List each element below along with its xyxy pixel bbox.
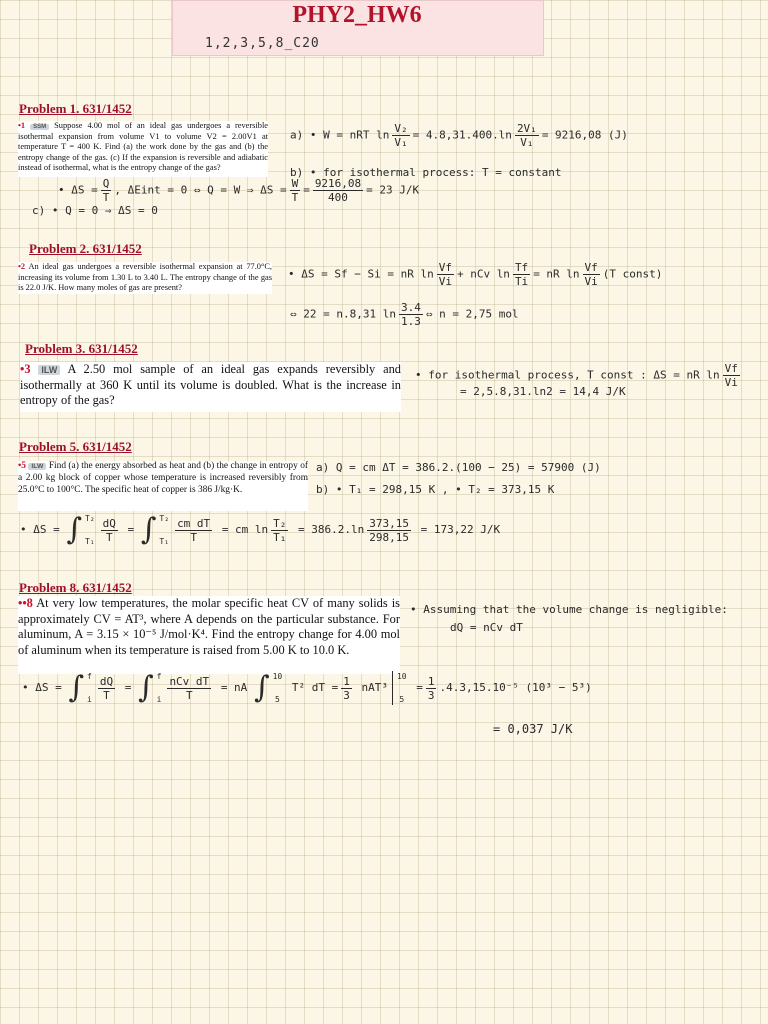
problem-5-text: Find (a) the energy absorbed as heat and (b) the change in entropy of a 2.00 kg block of copper whose temperature is increased reversibly from 25.0°C to 100°C. The specific heat of copper is 386 J/kg·K.	[18, 461, 309, 495]
p5-sol-a: a) Q = cm ΔT = 386.2.(100 − 25) = 57900 (J)	[316, 461, 601, 474]
p1-sol-c: c) • Q = 0 ⇒ ΔS = 0	[32, 204, 158, 217]
p8-sol-note1: • Assuming that the volume change is negligible:	[410, 603, 728, 616]
problem-2-number: •2	[18, 262, 26, 271]
problem-8-text: At very low temperatures, the molar specific heat CV of many solids is approximately CV = AT³, where A depends on the particular substance. For aluminum, A = 3.15 × 10⁻⁵ J/mol·K⁴. Find the entropy change for 4.00 mol of aluminum when its temperature is raised from 5.00 K to 10.0 K.	[18, 596, 400, 657]
problem-3-tag: ILW	[38, 365, 60, 375]
problem-3-heading: Problem 3. 631/1452	[25, 341, 138, 356]
p1-sol-a: a) • W = nRT ln $\frac{\text{V₂}}{\text{V₁}}$ = 4.8,31.400.ln $\frac{\text{2V₁}}{\text{V₁}}$ = 9216,08 (J)	[290, 122, 628, 149]
problem-1-tag: SSM	[30, 124, 49, 130]
p3-sol-line1: • for isothermal process, T const : ΔS = nR ln $\frac{Vf}{Vi}$	[415, 362, 738, 389]
p1-sol-b2: • ΔS = $\frac{Q}{T}$ , ΔEint = 0 ⇔ Q = W ⇒ ΔS = $\frac{W}{T}$ = $\frac{9216,08}{400}$ = 23 J/K	[58, 177, 420, 204]
problem-5-tag: ILW	[28, 463, 46, 470]
p8-sol-result: = 0,037 J/K	[493, 722, 573, 736]
problem-1-text: Suppose 4.00 mol of an ideal gas undergoes a reversible isothermal expansion from volume V1 to volume V2 = 2.00V1 at temperature T = 400 K. Find (a) the work done by the gas and (b) the entropy change of the gas. (c) If the expansion is reversible and adiabatic instead of isothermal, what is the entropy change of the gas?	[18, 121, 269, 173]
problem-8-heading: Problem 8. 631/1452	[19, 580, 132, 595]
problem-2-heading: Problem 2. 631/1452	[29, 241, 142, 256]
problem-8-number: ••8	[18, 596, 33, 610]
p2-sol-line1: • ΔS = Sf − Si = nR ln $\frac{Vf}{Vi}$ + nCv ln $\frac{Tf}{Ti}$ = nR ln $\frac{Vf}{Vi}$ (T const)	[288, 261, 663, 288]
problem-1-text-box	[18, 121, 268, 177]
problem-1-number: •1	[18, 121, 26, 130]
problem-3-text-box	[20, 362, 401, 412]
page-title: PHY2_HW6	[292, 2, 422, 28]
problem-5-number: •5	[18, 461, 26, 471]
problem-2-text-box	[18, 262, 272, 294]
problem-3-number: •3	[20, 362, 31, 376]
problem-5-heading: Problem 5. 631/1452	[19, 439, 132, 454]
page-subtitle: 1,2,3,5,8_C20	[205, 36, 320, 51]
problem-2-text: An ideal gas undergoes a reversible isothermal expansion at 77.0°C, increasing its volume from 1.30 L to 3.40 L. The entropy change of the gas is 22.0 J/K. How many moles of gas are present?	[18, 262, 273, 293]
p5-sol-b: b) • T₁ = 298,15 K , • T₂ = 373,15 K	[316, 483, 555, 496]
problem-8-text-box	[18, 596, 400, 674]
p1-sol-b1: b) • for isothermal process: T = constant	[290, 166, 562, 179]
p5-sol-c: • ΔS = ∫ T₂ T₁ $\frac{dQ}{T}$ = ∫ T₂ T₁ $\frac{\text{cm dT}}{T}$ = cm ln $\frac{\text{T₂}}{\text{T₁}}$ = 386.2.ln $\frac{373,15}{298,15}$ = 173,22 J/K	[20, 512, 501, 547]
p3-sol-line2: = 2,5.8,31.ln2 = 14,4 J/K	[460, 385, 626, 398]
problem-1-heading: Problem 1. 631/1452	[19, 101, 132, 116]
problem-3-text: A 2.50 mol sample of an ideal gas expands reversibly and isothermally at 360 K until its volume is doubled. What is the increase in entropy of the gas?	[20, 362, 401, 407]
p2-sol-line2: ⇔ 22 = n.8,31 ln $\frac{3.4}{1.3}$ ⇔ n = 2,75 mol	[290, 301, 519, 328]
p8-sol-note2: dQ = nCv dT	[450, 621, 523, 634]
p8-sol-line1: • ΔS = ∫ f i $\frac{dQ}{T}$ = ∫ f i $\frac{\text{nCv dT}}{T}$ = nA ∫ 10 5 T² dT = $\frac{1}{3}$ nAT³ 10 5 = $\frac{1}{3}$ .4.3,15.10⁻⁵ (10³ − 5³)	[22, 670, 592, 705]
problem-5-text-box	[18, 461, 308, 511]
